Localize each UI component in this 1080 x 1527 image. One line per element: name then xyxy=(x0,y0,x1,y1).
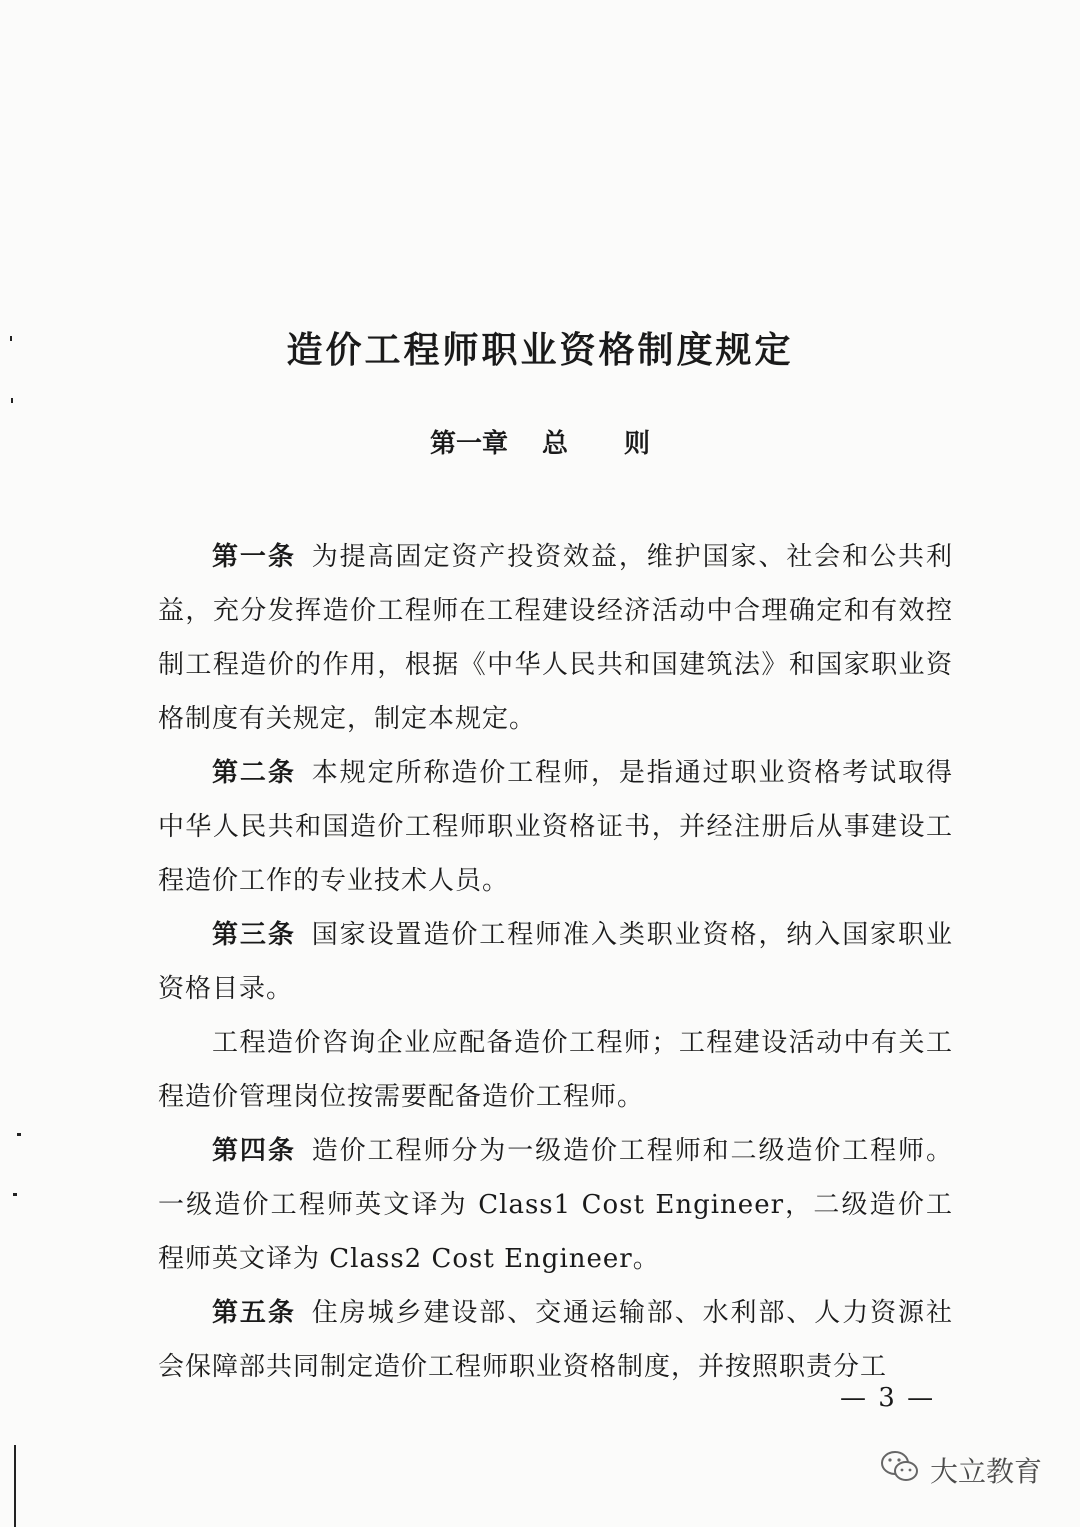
article-5 xyxy=(158,1286,953,1394)
article-label: 第五条 xyxy=(212,1298,296,1328)
article-3-continued xyxy=(158,1016,953,1124)
article-text: 国家设置造价工程师准入类职业资格，纳入国家职业资格目录。 xyxy=(158,920,953,1004)
chapter-name-part2: 则 xyxy=(624,429,651,459)
document-body xyxy=(158,530,953,1394)
article-text: 住房城乡建设部、交通运输部、水利部、人力资源社会保障部共同制定造价工程师职业资格制度，并按照职责分工 xyxy=(158,1298,953,1382)
document-title: 造价工程师职业资格制度规定 xyxy=(286,329,794,372)
chapter-number: 第一章 xyxy=(429,429,508,459)
wechat-watermark xyxy=(880,1450,1042,1490)
article-4 xyxy=(158,1124,953,1286)
chapter-name-part1: 总 xyxy=(541,429,568,459)
article-1 xyxy=(158,530,953,746)
article-label: 第四条 xyxy=(212,1136,296,1166)
watermark-text: 大立教育 xyxy=(930,1455,1043,1488)
article-2 xyxy=(158,746,953,908)
article-text: 本规定所称造价工程师，是指通过职业资格考试取得中华人民共和国造价工程师职业资格证书，并经注册后从事建设工程造价工作的专业技术人员。 xyxy=(158,758,953,896)
article-label: 第三条 xyxy=(212,920,296,950)
article-label: 第二条 xyxy=(212,758,296,788)
article-3 xyxy=(158,908,953,1016)
wechat-icon xyxy=(880,1450,920,1491)
article-label: 第一条 xyxy=(212,542,296,572)
chapter-heading xyxy=(0,422,1080,466)
article-text: 为提高固定资产投资效益，维护国家、社会和公共利益，充分发挥造价工程师在工程建设经济活动中合理确定和有效控制工程造价的作用，根据《中华人民共和国建筑法》和国家职业资格制度有关规定，制定本规定。 xyxy=(158,542,953,734)
article-text: 造价工程师分为一级造价工程师和二级造价工程师。一级造价工程师英文译为 Class1 Cost Engineer，二级造价工程师英文译为 Class2 Cost Engineer。 xyxy=(158,1136,953,1274)
page-number: — 3 — xyxy=(840,1383,936,1413)
article-text: 工程造价咨询企业应配备造价工程师；工程建设活动中有关工程造价管理岗位按需要配备造价工程师。 xyxy=(158,1028,953,1112)
